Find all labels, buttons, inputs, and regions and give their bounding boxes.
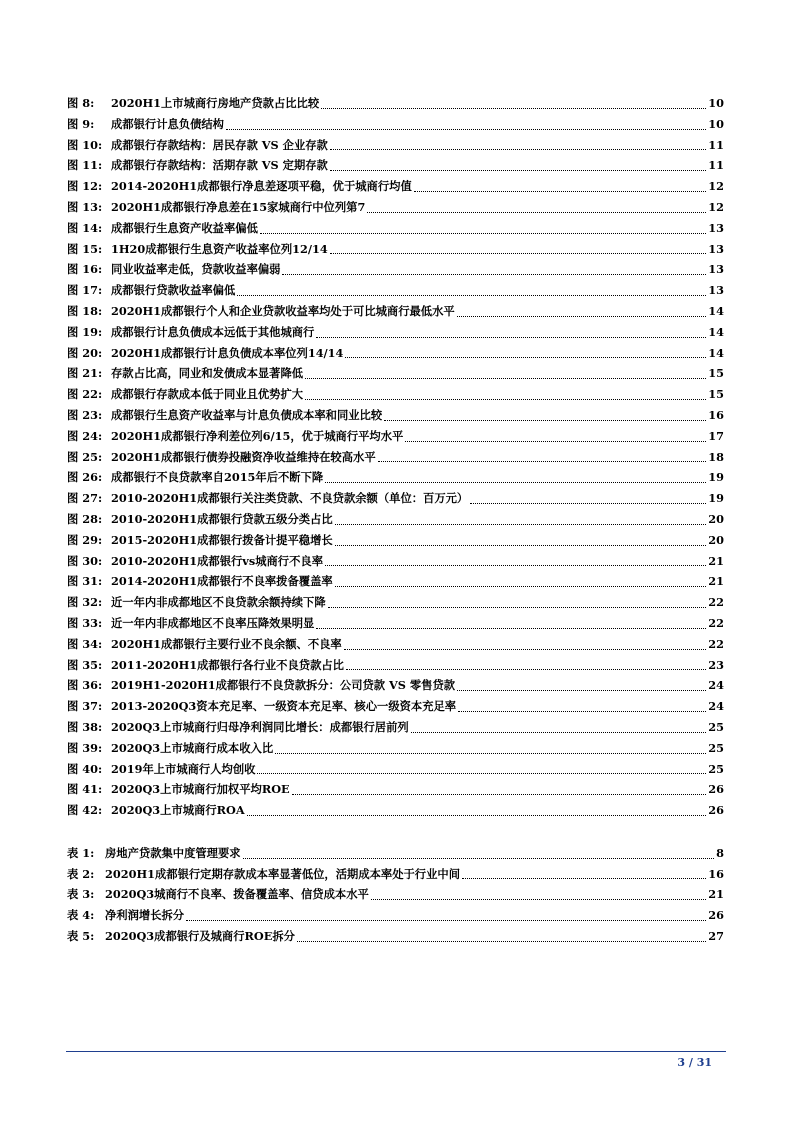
figure-list bbox=[67, 93, 724, 821]
entry-title: 成都银行存款结构：居民存款 VS 企业存款 bbox=[111, 137, 328, 152]
entry-label: 图 38: bbox=[67, 719, 103, 734]
entry-page-number: 10 bbox=[708, 96, 724, 110]
dot-leader bbox=[226, 114, 706, 135]
dot-leader bbox=[457, 301, 707, 322]
toc-figure-entry[interactable] bbox=[67, 301, 724, 322]
dot-leader bbox=[247, 800, 707, 821]
entry-page-number: 26 bbox=[708, 803, 724, 818]
entry-title: 2013-2020Q3资本充足率、一级资本充足率、核心一级资本充足率 bbox=[111, 699, 457, 714]
dot-leader bbox=[237, 280, 706, 301]
dot-leader bbox=[305, 384, 706, 405]
toc-table-entry[interactable] bbox=[67, 884, 724, 905]
dot-leader bbox=[457, 675, 706, 696]
dot-leader bbox=[458, 696, 706, 717]
entry-title: 净利润增长拆分 bbox=[105, 908, 185, 923]
toc-figure-entry[interactable] bbox=[67, 447, 724, 468]
entry-page-number: 27 bbox=[708, 929, 724, 944]
dot-leader bbox=[316, 613, 706, 634]
toc-figure-entry[interactable] bbox=[67, 800, 724, 821]
toc-figure-entry[interactable] bbox=[67, 197, 724, 218]
entry-page-number: 20 bbox=[708, 511, 724, 526]
footer-rule bbox=[66, 1051, 726, 1052]
entry-title: 2015-2020H1成都银行拨备计提平稳增长 bbox=[111, 532, 333, 547]
dot-leader bbox=[325, 551, 706, 572]
entry-page-number: 25 bbox=[708, 761, 724, 776]
toc-figure-entry[interactable] bbox=[67, 114, 724, 135]
toc-figure-entry[interactable] bbox=[67, 93, 724, 114]
entry-title: 2019H1-2020H1成都银行不良贷款拆分：公司贷款 VS 零售贷款 bbox=[111, 678, 456, 693]
toc-figure-entry[interactable] bbox=[67, 509, 724, 530]
entry-page-number: 13 bbox=[708, 283, 724, 298]
dot-leader bbox=[335, 530, 707, 551]
entry-label: 图 12: bbox=[67, 179, 103, 194]
dot-leader bbox=[371, 884, 706, 905]
entry-title: 2020H1成都银行债券投融资净收益维持在较高水平 bbox=[111, 449, 376, 464]
dot-leader bbox=[297, 926, 706, 947]
entry-title: 成都银行不良贷款率自2015年后不断下降 bbox=[111, 470, 324, 485]
entry-title: 2020H1成都银行计息负债成本率位列14/14 bbox=[111, 345, 344, 360]
entry-label: 表 3: bbox=[67, 887, 95, 902]
entry-label: 图 30: bbox=[67, 553, 103, 568]
entry-title: 同业收益率走低，贷款收益率偏弱 bbox=[111, 262, 281, 277]
dot-leader bbox=[378, 447, 707, 468]
entry-label: 图 41: bbox=[67, 782, 103, 797]
entry-title: 2014-2020H1成都银行不良率拨备覆盖率 bbox=[111, 574, 333, 589]
toc-figure-entry[interactable] bbox=[67, 696, 724, 717]
toc-figure-entry[interactable] bbox=[67, 405, 724, 426]
toc-figure-entry[interactable] bbox=[67, 592, 724, 613]
toc-figure-entry[interactable] bbox=[67, 155, 724, 176]
dot-leader bbox=[321, 93, 706, 114]
entry-label: 图 24: bbox=[67, 428, 103, 443]
entry-page-number: 19 bbox=[708, 491, 724, 506]
entry-page-number: 26 bbox=[708, 782, 724, 797]
entry-label: 表 1: bbox=[67, 845, 95, 860]
entry-label: 图 9: bbox=[67, 116, 95, 131]
entry-title: 成都银行贷款收益率偏低 bbox=[111, 283, 236, 298]
entry-page-number: 11 bbox=[708, 158, 724, 173]
entry-page-number: 12 bbox=[708, 199, 724, 214]
entry-label: 图 29: bbox=[67, 532, 103, 547]
entry-title: 近一年内非成都地区不良贷款余额持续下降 bbox=[111, 595, 326, 610]
entry-label: 图 14: bbox=[67, 220, 103, 235]
toc-table-entry[interactable] bbox=[67, 926, 724, 947]
toc-figure-entry[interactable] bbox=[67, 675, 724, 696]
toc-figure-entry[interactable] bbox=[67, 426, 724, 447]
toc-figure-entry[interactable] bbox=[67, 634, 724, 655]
entry-page-number: 24 bbox=[708, 678, 724, 693]
entry-label: 图 27: bbox=[67, 491, 103, 506]
entry-page-number: 14 bbox=[708, 345, 724, 360]
entry-title: 2020H1成都银行主要行业不良余额、不良率 bbox=[111, 636, 342, 651]
toc-figure-entry[interactable] bbox=[67, 259, 724, 280]
entry-title: 成都银行计息负债成本远低于其他城商行 bbox=[111, 324, 315, 339]
entry-page-number: 25 bbox=[708, 719, 724, 734]
entry-title: 2010-2020H1成都银行关注类贷款、不良贷款余额（单位：百万元） bbox=[111, 491, 469, 506]
entry-page-number: 18 bbox=[708, 449, 724, 464]
toc-figure-entry[interactable] bbox=[67, 467, 724, 488]
dot-leader bbox=[257, 759, 706, 780]
entry-page-number: 26 bbox=[708, 908, 724, 923]
entry-label: 图 11: bbox=[67, 158, 103, 173]
entry-title: 成都银行生息资产收益率与计息负债成本率和同业比较 bbox=[111, 407, 383, 422]
dot-leader bbox=[328, 592, 707, 613]
entry-page-number: 17 bbox=[708, 428, 724, 443]
entry-label: 图 22: bbox=[67, 387, 103, 402]
entry-title: 房地产贷款集中度管理要求 bbox=[105, 845, 241, 860]
entry-label: 图 10: bbox=[67, 137, 103, 152]
toc-figure-entry[interactable] bbox=[67, 343, 724, 364]
dot-leader bbox=[346, 655, 706, 676]
entry-title: 2019年上市城商行人均创收 bbox=[111, 761, 256, 776]
entry-title: 2020Q3上市城商行归母净利润同比增长：成都银行居前列 bbox=[111, 719, 409, 734]
entry-label: 图 31: bbox=[67, 574, 103, 589]
dot-leader bbox=[186, 905, 706, 926]
table-list bbox=[67, 843, 724, 947]
entry-label: 表 2: bbox=[67, 866, 95, 881]
toc-figure-entry[interactable] bbox=[67, 280, 724, 301]
entry-label: 图 15: bbox=[67, 241, 103, 256]
entry-title: 2020H1成都银行定期存款成本率显著低位，活期成本率处于行业中间 bbox=[105, 866, 460, 881]
toc-figure-entry[interactable] bbox=[67, 613, 724, 634]
entry-page-number: 14 bbox=[708, 324, 724, 339]
dot-leader bbox=[260, 218, 706, 239]
entry-label: 图 21: bbox=[67, 366, 103, 381]
toc-figure-entry[interactable] bbox=[67, 738, 724, 759]
dot-leader bbox=[335, 509, 707, 530]
entry-label: 图 33: bbox=[67, 615, 103, 630]
toc-figure-entry[interactable] bbox=[67, 176, 724, 197]
entry-title: 1H20成都银行生息资产收益率位列12/14 bbox=[111, 241, 328, 256]
toc-figure-entry[interactable] bbox=[67, 779, 724, 800]
entry-title: 2010-2020H1成都银行vs城商行不良率 bbox=[111, 553, 323, 568]
toc-figure-entry[interactable] bbox=[67, 571, 724, 592]
entry-title: 2020H1成都银行个人和企业贷款收益率均处于可比城商行最低水平 bbox=[111, 303, 455, 318]
toc-figure-entry[interactable] bbox=[67, 239, 724, 260]
entry-page-number: 21 bbox=[708, 887, 724, 902]
dot-leader bbox=[325, 467, 706, 488]
table-of-contents bbox=[67, 93, 724, 947]
toc-figure-entry[interactable] bbox=[67, 135, 724, 156]
entry-page-number: 20 bbox=[708, 532, 724, 547]
dot-leader bbox=[305, 363, 706, 384]
entry-label: 图 40: bbox=[67, 761, 103, 776]
entry-label: 图 39: bbox=[67, 740, 103, 755]
dot-leader bbox=[414, 176, 707, 197]
toc-figure-entry[interactable] bbox=[67, 530, 724, 551]
entry-page-number: 14 bbox=[708, 303, 724, 318]
dot-leader bbox=[384, 405, 706, 426]
entry-page-number: 13 bbox=[708, 262, 724, 277]
dot-leader bbox=[330, 135, 706, 156]
toc-figure-entry[interactable] bbox=[67, 717, 724, 738]
entry-label: 图 23: bbox=[67, 407, 103, 422]
dot-leader bbox=[405, 426, 706, 447]
entry-label: 图 35: bbox=[67, 657, 103, 672]
dot-leader bbox=[275, 738, 706, 759]
entry-page-number: 16 bbox=[708, 866, 724, 881]
toc-figure-entry[interactable] bbox=[67, 655, 724, 676]
toc-figure-entry[interactable] bbox=[67, 218, 724, 239]
entry-page-number: 21 bbox=[708, 553, 724, 568]
entry-title: 2020Q3上市城商行加权平均ROE bbox=[111, 782, 290, 797]
dot-leader bbox=[243, 843, 715, 864]
entry-label: 图 37: bbox=[67, 699, 103, 714]
entry-page-number: 22 bbox=[708, 636, 724, 651]
entry-label: 图 36: bbox=[67, 678, 103, 693]
dot-leader bbox=[470, 488, 706, 509]
toc-figure-entry[interactable] bbox=[67, 363, 724, 384]
entry-title: 2020H1成都银行净利差位列6/15，优于城商行平均水平 bbox=[111, 428, 404, 443]
entry-label: 图 20: bbox=[67, 345, 103, 360]
entry-label: 图 16: bbox=[67, 262, 103, 277]
dot-leader bbox=[330, 239, 707, 260]
entry-page-number: 10 bbox=[708, 116, 724, 131]
entry-label: 表 5: bbox=[67, 929, 95, 944]
entry-title: 2020Q3上市城商行ROA bbox=[111, 803, 245, 818]
dot-leader bbox=[345, 343, 706, 364]
entry-title: 2020Q3成都银行及城商行ROE拆分 bbox=[105, 929, 295, 944]
toc-table-entry[interactable] bbox=[67, 905, 724, 926]
toc-figure-entry[interactable] bbox=[67, 384, 724, 405]
entry-title: 存款占比高，同业和发债成本显著降低 bbox=[111, 366, 304, 381]
entry-page-number: 19 bbox=[708, 470, 724, 485]
entry-label: 图 26: bbox=[67, 470, 103, 485]
entry-label: 图 13: bbox=[67, 199, 103, 214]
dot-leader bbox=[282, 259, 706, 280]
toc-table-entry[interactable] bbox=[67, 843, 724, 864]
entry-label: 图 28: bbox=[67, 511, 103, 526]
entry-title: 成都银行存款成本低于同业且优势扩大 bbox=[111, 387, 304, 402]
entry-title: 2011-2020H1成都银行各行业不良贷款占比 bbox=[111, 657, 344, 672]
dot-leader bbox=[316, 322, 706, 343]
entry-page-number: 25 bbox=[708, 740, 724, 755]
entry-label: 图 8: bbox=[67, 96, 95, 110]
page-number: 3 / 31 bbox=[677, 1056, 712, 1069]
entry-page-number: 22 bbox=[708, 615, 724, 630]
entry-label: 表 4: bbox=[67, 908, 95, 923]
entry-page-number: 24 bbox=[708, 699, 724, 714]
dot-leader bbox=[411, 717, 707, 738]
toc-figure-entry[interactable] bbox=[67, 759, 724, 780]
entry-page-number: 23 bbox=[708, 657, 724, 672]
entry-title: 2020H1上市城商行房地产贷款占比比较 bbox=[111, 96, 320, 110]
toc-table-entry[interactable] bbox=[67, 864, 724, 885]
toc-figure-entry[interactable] bbox=[67, 322, 724, 343]
entry-label: 图 19: bbox=[67, 324, 103, 339]
entry-label: 图 32: bbox=[67, 595, 103, 610]
entry-label: 图 18: bbox=[67, 303, 103, 318]
entry-title: 2010-2020H1成都银行贷款五级分类占比 bbox=[111, 511, 333, 526]
entry-page-number: 13 bbox=[708, 241, 724, 256]
entry-label: 图 17: bbox=[67, 283, 103, 298]
dot-leader bbox=[462, 864, 706, 885]
entry-page-number: 15 bbox=[708, 387, 724, 402]
dot-leader bbox=[330, 155, 706, 176]
entry-title: 2020H1成都银行净息差在15家城商行中位列第7 bbox=[111, 199, 366, 214]
entry-page-number: 12 bbox=[708, 179, 724, 194]
entry-page-number: 11 bbox=[708, 137, 724, 152]
dot-leader bbox=[335, 571, 707, 592]
entry-page-number: 22 bbox=[708, 595, 724, 610]
entry-page-number: 16 bbox=[708, 407, 724, 422]
entry-label: 图 25: bbox=[67, 449, 103, 464]
entry-label: 图 34: bbox=[67, 636, 103, 651]
dot-leader bbox=[292, 779, 707, 800]
dot-leader bbox=[367, 197, 706, 218]
entry-title: 成都银行生息资产收益率偏低 bbox=[111, 220, 258, 235]
toc-figure-entry[interactable] bbox=[67, 488, 724, 509]
entry-page-number: 13 bbox=[708, 220, 724, 235]
entry-page-number: 8 bbox=[716, 845, 724, 860]
dot-leader bbox=[344, 634, 707, 655]
entry-label: 图 42: bbox=[67, 803, 103, 818]
entry-title: 近一年内非成都地区不良率压降效果明显 bbox=[111, 615, 315, 630]
entry-title: 2020Q3上市城商行成本收入比 bbox=[111, 740, 274, 755]
entry-title: 成都银行存款结构：活期存款 VS 定期存款 bbox=[111, 158, 328, 173]
entry-title: 成都银行计息负债结构 bbox=[111, 116, 224, 131]
toc-figure-entry[interactable] bbox=[67, 551, 724, 572]
entry-title: 2020Q3城商行不良率、拨备覆盖率、信贷成本水平 bbox=[105, 887, 369, 902]
entry-page-number: 15 bbox=[708, 366, 724, 381]
entry-title: 2014-2020H1成都银行净息差逐项平稳，优于城商行均值 bbox=[111, 179, 412, 194]
entry-page-number: 21 bbox=[708, 574, 724, 589]
